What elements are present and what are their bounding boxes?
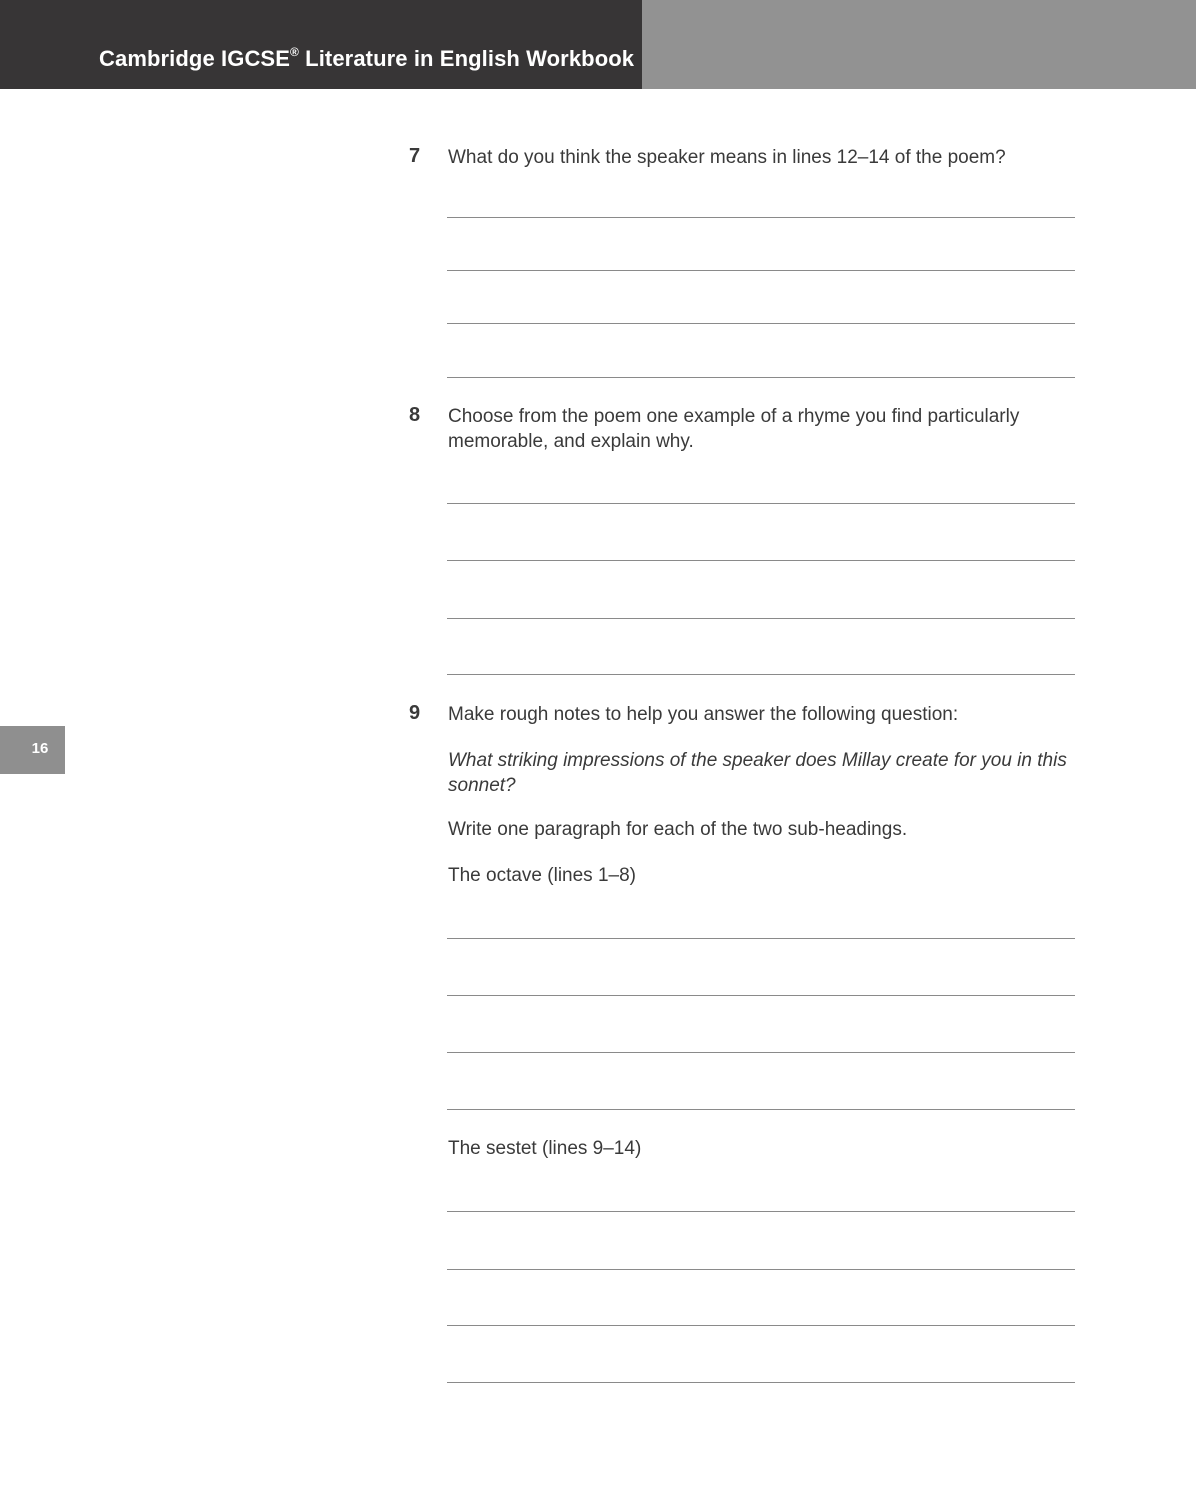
- registered-mark: ®: [289, 44, 299, 59]
- question-9-instruction: Write one paragraph for each of the two sub-headings.: [448, 819, 908, 840]
- answer-line[interactable]: [447, 560, 1075, 561]
- answer-line[interactable]: [447, 323, 1075, 324]
- answer-line[interactable]: [447, 1211, 1075, 1212]
- answer-line[interactable]: [447, 1325, 1075, 1326]
- book-title: [99, 46, 634, 72]
- page-number: 16: [31, 740, 49, 757]
- question-7-text: What do you think the speaker means in lines 12–14 of the poem?: [448, 147, 1006, 168]
- subheading-sestet: The sestet (lines 9–14): [448, 1138, 642, 1159]
- answer-line[interactable]: [447, 674, 1075, 675]
- answer-line[interactable]: [447, 1109, 1075, 1110]
- header-light-band: [642, 0, 1196, 89]
- answer-line[interactable]: [447, 618, 1075, 619]
- question-8-number: 8: [409, 404, 421, 426]
- subheading-octave: The octave (lines 1–8): [448, 865, 636, 886]
- answer-line[interactable]: [447, 995, 1075, 996]
- answer-line[interactable]: [447, 1382, 1075, 1383]
- answer-line[interactable]: [447, 1052, 1075, 1053]
- answer-line[interactable]: [447, 503, 1075, 504]
- book-title-main: Cambridge IGCSE: [99, 46, 290, 71]
- answer-line[interactable]: [447, 377, 1075, 378]
- question-9-number: 9: [409, 702, 421, 724]
- question-7-number: 7: [409, 145, 421, 167]
- answer-line[interactable]: [447, 217, 1075, 218]
- answer-line[interactable]: [447, 270, 1075, 271]
- answer-line[interactable]: [447, 1269, 1075, 1270]
- header-dark-band: [0, 0, 642, 89]
- question-9-prompt: What striking impressions of the speaker does Millay create for you in this sonnet?: [448, 750, 1067, 796]
- question-9-text: Make rough notes to help you answer the following question:: [448, 704, 959, 725]
- book-title-rest: Literature in English Workbook: [298, 46, 635, 71]
- question-8-text: Choose from the poem one example of a rhyme you find particularly memorable, and explain why.: [448, 406, 1020, 452]
- answer-line[interactable]: [447, 938, 1075, 939]
